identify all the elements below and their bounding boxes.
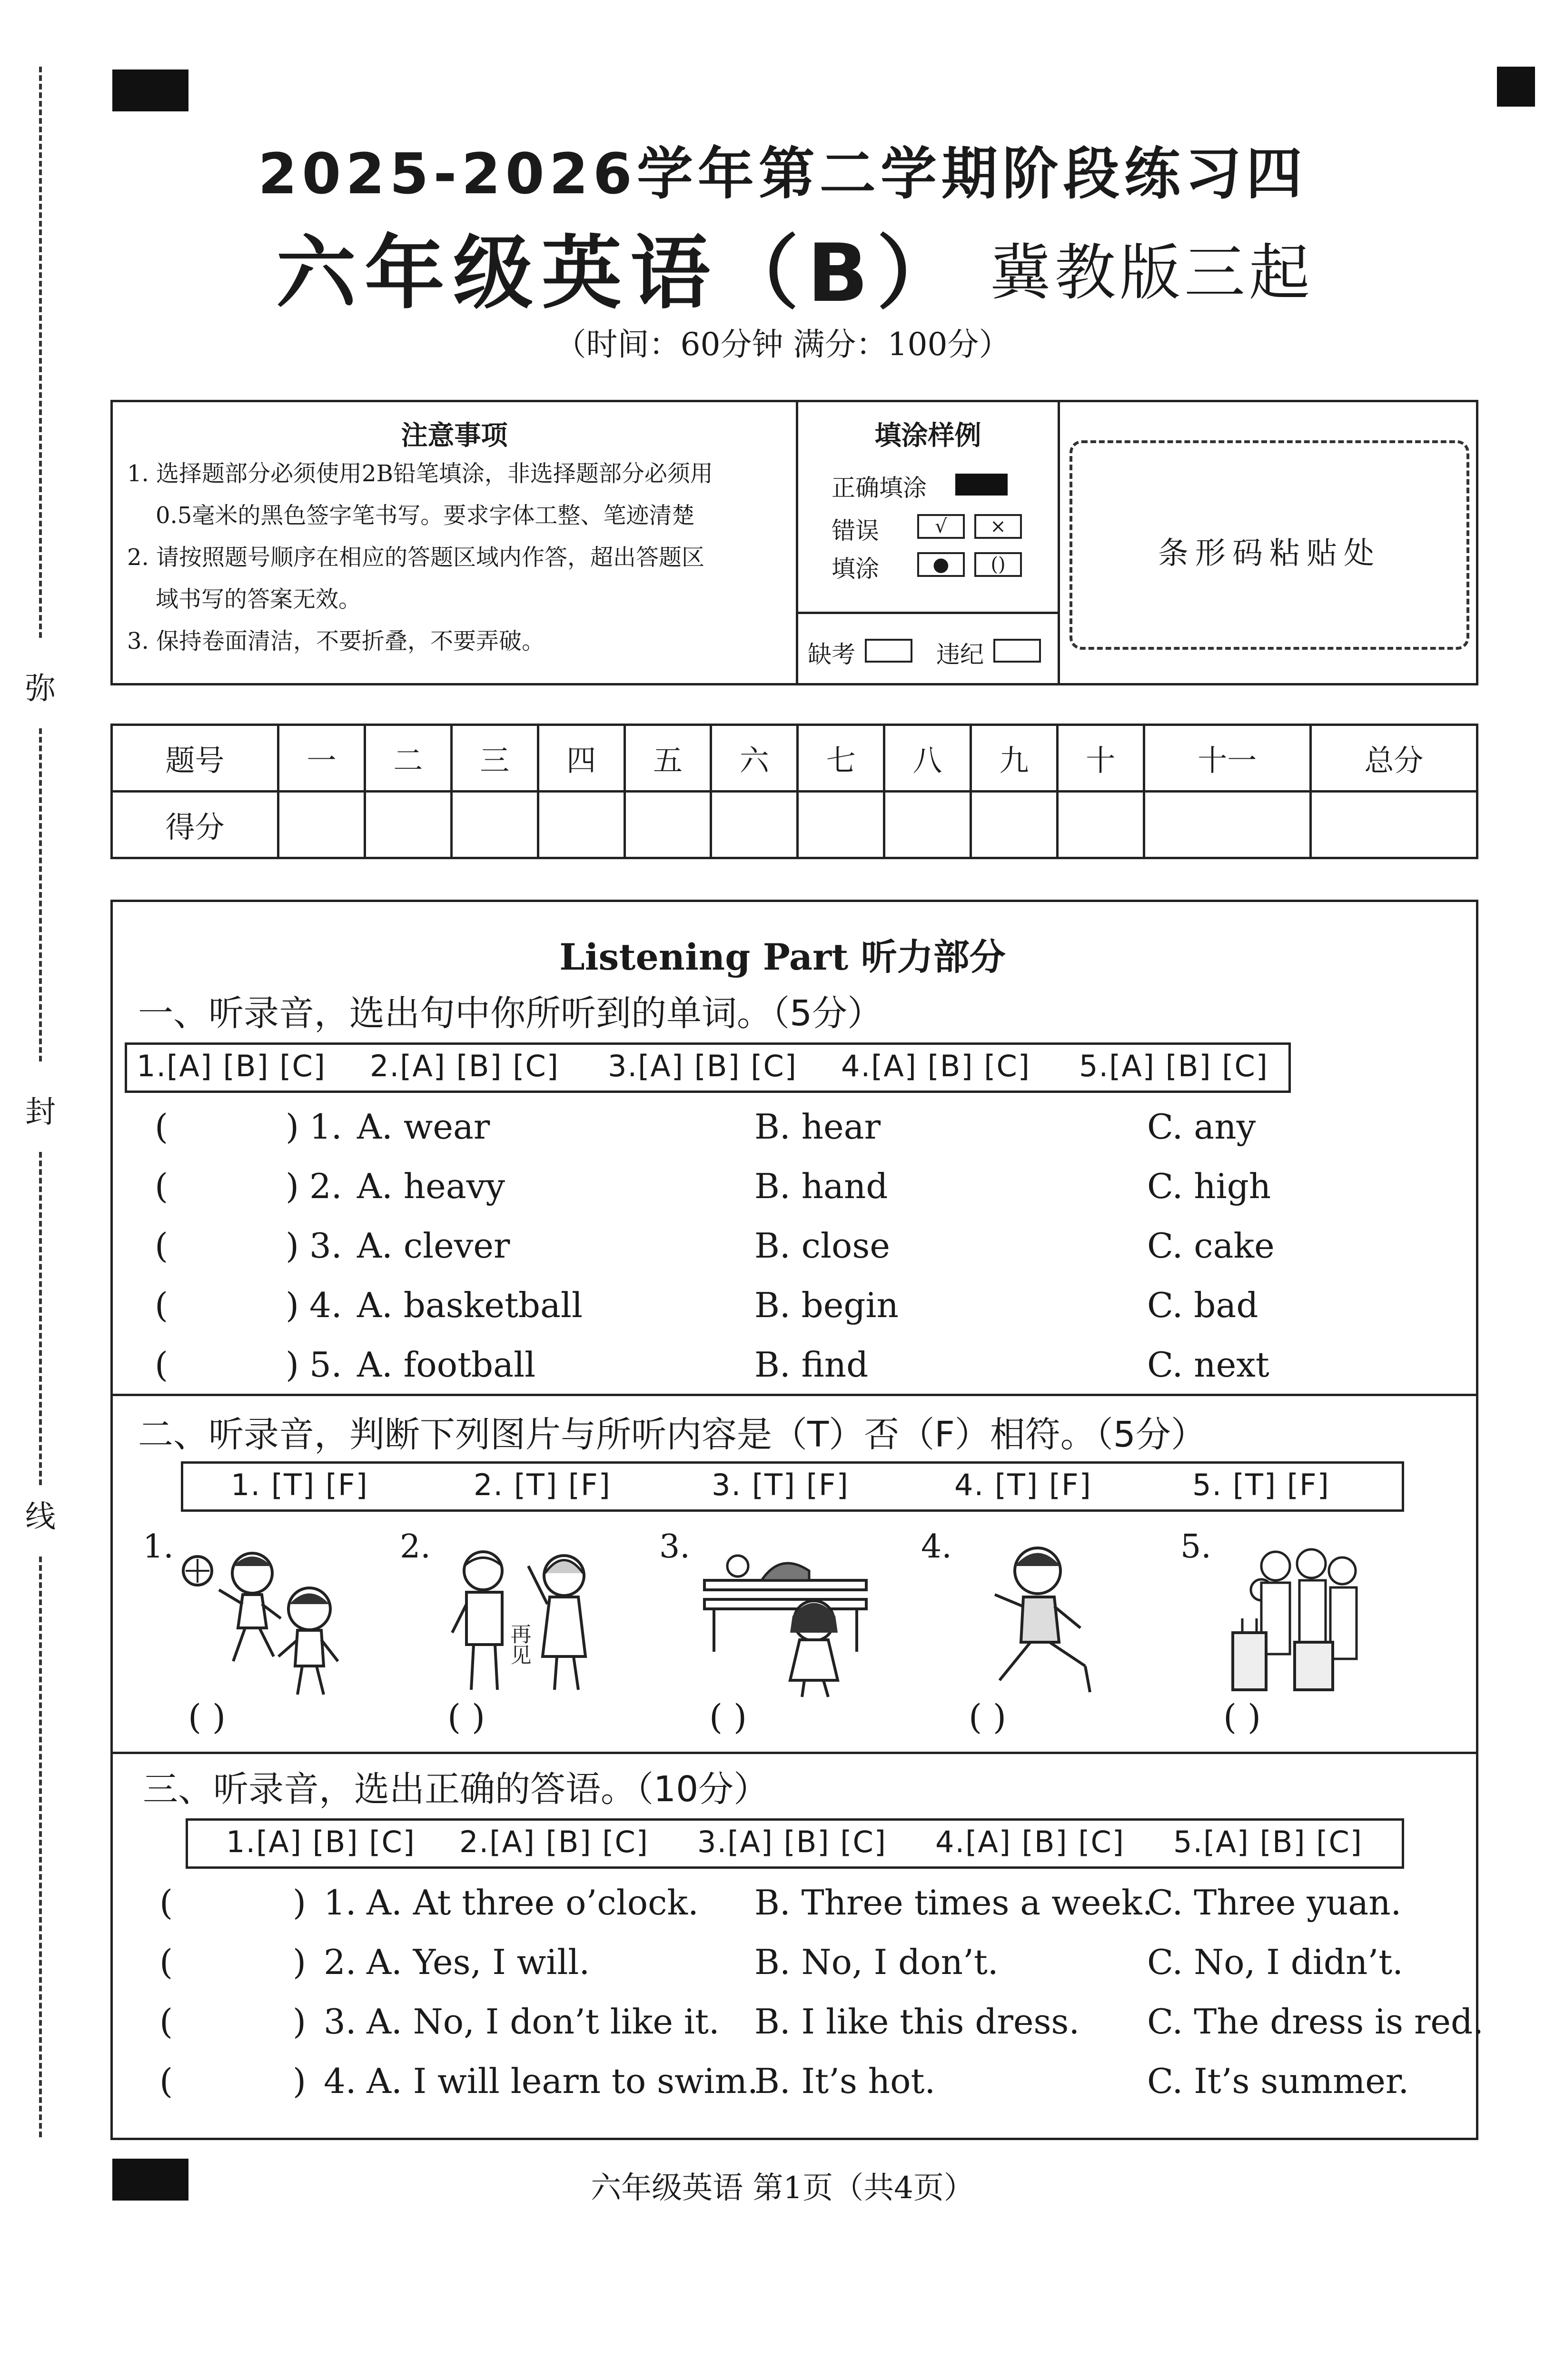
score-cell[interactable]	[971, 792, 1057, 858]
correct-fill-label: 正确填涂	[832, 474, 927, 502]
score-row-label: 得分	[112, 792, 278, 858]
option-b: B. No, I don’t.	[754, 1942, 999, 1982]
binding-line	[39, 1152, 42, 1485]
answer-paren-close: )	[286, 1107, 299, 1147]
question-number: 1.	[309, 1107, 342, 1147]
option-c: C. bad	[1147, 1285, 1258, 1325]
score-header-cell: 八	[884, 725, 971, 792]
question-number: 4.	[324, 2061, 357, 2101]
option-c: C. The dress is red.	[1147, 2002, 1484, 2042]
answer-paren-open[interactable]: (	[159, 1942, 173, 1982]
answer-key-item[interactable]: 2.[A] [B] [C]	[459, 1825, 649, 1859]
answer-key-item[interactable]: 1.[A] [B] [C]	[137, 1049, 326, 1083]
answer-key-item[interactable]: 4.[A] [B] [C]	[935, 1825, 1125, 1859]
note-line: 域书写的答案无效。	[156, 586, 362, 613]
answer-key-item[interactable]: 3.[A] [B] [C]	[608, 1049, 797, 1083]
score-header-cell: 四	[538, 725, 624, 792]
note-line: 1. 选择题部分必须使用2B铅笔填涂，非选择题部分必须用	[127, 460, 713, 487]
answer-paren-open[interactable]: (	[155, 1345, 168, 1385]
registration-mark-top-right	[1497, 67, 1535, 107]
absent-label: 缺考	[808, 641, 855, 668]
info-box	[110, 400, 1478, 685]
score-header-cell: 六	[711, 725, 798, 792]
exam-subject: 六年级英语（B）	[276, 227, 966, 320]
notes-heading: 注意事项	[401, 420, 508, 451]
picture-number: 3.	[659, 1528, 690, 1566]
answer-paren-close: )	[286, 1285, 299, 1325]
registration-mark-top-left	[112, 69, 188, 111]
score-header-cell: 七	[798, 725, 884, 792]
binding-line	[39, 728, 42, 1061]
picture-answer-blank[interactable]: ( )	[447, 1697, 485, 1737]
answer-paren-close: )	[293, 2061, 307, 2101]
binding-char-feng: 封	[25, 1095, 56, 1130]
option-c: C. cake	[1147, 1226, 1275, 1266]
answer-paren-close: )	[286, 1166, 299, 1206]
option-c: C. Three yuan.	[1147, 1883, 1402, 1923]
option-a: A. No, I don’t like it.	[366, 2002, 720, 2042]
picture-number: 4.	[921, 1528, 952, 1566]
score-header-cell: 五	[624, 725, 711, 792]
saying-goodbye-illustration	[438, 1537, 609, 1699]
score-header-cell: 三	[451, 725, 538, 792]
score-cell[interactable]	[711, 792, 798, 858]
option-c: C. No, I didn’t.	[1147, 1942, 1404, 1982]
option-b: B. Three times a week.	[754, 1883, 1153, 1923]
scanner-watermark	[1485, 2378, 1552, 2380]
score-cell[interactable]	[1310, 792, 1477, 858]
score-header-cell: 题号	[112, 725, 278, 792]
absent-violation-row	[798, 612, 1058, 683]
violation-label: 违纪	[936, 641, 984, 668]
binding-line	[39, 1557, 42, 2137]
girl-bench-illustration	[695, 1537, 876, 1699]
answer-key-item[interactable]: 5. [T] [F]	[1192, 1468, 1330, 1502]
goodbye-caption: 再见	[506, 1623, 531, 1665]
fill-sample-panel	[798, 402, 1060, 683]
wrong-fill-cross: ×	[974, 514, 1022, 539]
answer-paren-close: )	[293, 1942, 307, 1982]
option-a: A. basketball	[357, 1285, 583, 1325]
question-number: 5.	[309, 1345, 342, 1385]
score-header-cell: 十一	[1144, 725, 1310, 792]
picture-answer-blank[interactable]: ( )	[969, 1697, 1007, 1737]
wrong-fill-dot: ●	[917, 552, 965, 577]
boy-running-illustration	[966, 1537, 1119, 1699]
section1-title: 一、听录音，选出句中你所听到的单词。（5分）	[138, 993, 883, 1034]
page-footer: 六年级英语 第1页（共4页）	[591, 2171, 974, 2206]
binding-char-xian: 线	[25, 1499, 56, 1535]
score-cell[interactable]	[798, 792, 884, 858]
option-a: A. football	[357, 1345, 536, 1385]
section3-title: 三、听录音，选出正确的答语。（10分）	[143, 1769, 769, 1810]
answer-paren-open[interactable]: (	[159, 2061, 173, 2101]
score-cell[interactable]	[451, 792, 538, 858]
question-number: 3.	[309, 1226, 342, 1266]
score-cell[interactable]	[365, 792, 451, 858]
wrong-fill-label-1: 错误	[832, 517, 879, 545]
answer-paren-open[interactable]: (	[155, 1285, 168, 1325]
score-header-cell: 十	[1057, 725, 1144, 792]
option-b: B. hand	[754, 1166, 888, 1206]
option-a: A. Yes, I will.	[366, 1942, 590, 1982]
barcode-label: 条形码粘贴处	[1158, 536, 1381, 571]
wrong-fill-check: √	[917, 514, 965, 539]
question-number: 1.	[324, 1883, 357, 1923]
binding-char-mi: 弥	[25, 671, 56, 706]
section2-answer-key[interactable]	[181, 1461, 1404, 1512]
wrong-fill-label-2: 填涂	[832, 555, 879, 583]
answer-key-item[interactable]: 1. [T] [F]	[231, 1468, 368, 1502]
option-b: B. close	[754, 1226, 890, 1266]
answer-key-item[interactable]: 1.[A] [B] [C]	[226, 1825, 416, 1859]
football-boys-illustration	[181, 1537, 352, 1699]
wrong-fill-circle: ()	[974, 552, 1022, 577]
answer-key-item[interactable]: 5.[A] [B] [C]	[1079, 1049, 1268, 1083]
violation-checkbox[interactable]	[993, 639, 1041, 663]
score-cell[interactable]	[278, 792, 365, 858]
answer-paren-close: )	[286, 1226, 299, 1266]
section3-answer-key[interactable]	[186, 1818, 1404, 1869]
answer-key-item[interactable]: 5.[A] [B] [C]	[1173, 1825, 1363, 1859]
score-cell[interactable]	[1057, 792, 1144, 858]
option-a: A. heavy	[357, 1166, 505, 1206]
exam-title: 2025-2026学年第二学期阶段练习四	[258, 141, 1307, 207]
answer-key-item[interactable]: 2. [T] [F]	[474, 1468, 611, 1502]
listening-part-title: Listening Part 听力部分	[559, 936, 1006, 978]
section-divider	[110, 1394, 1478, 1396]
score-header-cell: 一	[278, 725, 365, 792]
picture-answer-blank[interactable]: ( )	[709, 1697, 747, 1737]
picture-answer-blank[interactable]: ( )	[188, 1697, 226, 1737]
note-line: 2. 请按照题号顺序在相应的答题区域内作答，超出答题区	[127, 544, 705, 571]
option-a: A. clever	[357, 1226, 510, 1266]
fill-sample-heading: 填涂样例	[874, 420, 981, 451]
score-header-cell: 二	[365, 725, 451, 792]
picture-number: 5.	[1180, 1528, 1211, 1566]
score-table-header-row	[112, 725, 1477, 792]
option-a: A. wear	[357, 1107, 490, 1147]
score-table-score-row	[112, 792, 1477, 858]
answer-key-item[interactable]: 3.[A] [B] [C]	[697, 1825, 887, 1859]
notes-panel	[113, 402, 798, 683]
answer-paren-open[interactable]: (	[159, 1883, 173, 1923]
option-c: C. It’s summer.	[1147, 2061, 1409, 2101]
option-c: C. high	[1147, 1166, 1271, 1206]
option-b: B. begin	[754, 1285, 899, 1325]
option-b: B. find	[754, 1345, 869, 1385]
note-line: 0.5毫米的黑色签字笔书写。要求字体工整、笔迹清楚	[156, 502, 695, 529]
correct-fill-example	[955, 474, 1008, 496]
question-number: 4.	[309, 1285, 342, 1325]
answer-key-item[interactable]: 4. [T] [F]	[954, 1468, 1092, 1502]
note-line: 3. 保持卷面清洁，不要折叠，不要弄破。	[127, 628, 545, 654]
section1-answer-key[interactable]	[125, 1042, 1291, 1093]
answer-paren-close: )	[293, 2002, 307, 2042]
question-number: 2.	[309, 1166, 342, 1206]
answer-paren-open[interactable]: (	[155, 1107, 168, 1147]
score-cell[interactable]	[884, 792, 971, 858]
answer-paren-open[interactable]: (	[155, 1166, 168, 1206]
score-table	[110, 724, 1478, 859]
answer-key-item[interactable]: 4.[A] [B] [C]	[841, 1049, 1030, 1083]
answer-paren-close: )	[286, 1345, 299, 1385]
answer-paren-open[interactable]: (	[155, 1226, 168, 1266]
answer-paren-close: )	[293, 1883, 307, 1923]
answer-key-item[interactable]: 3. [T] [F]	[712, 1468, 849, 1502]
option-a: A. I will learn to swim.	[366, 2061, 758, 2101]
score-cell[interactable]	[538, 792, 624, 858]
picture-number: 2.	[400, 1528, 431, 1566]
score-cell[interactable]	[624, 792, 711, 858]
option-b: B. hear	[754, 1107, 881, 1147]
option-c: C. any	[1147, 1107, 1256, 1147]
score-header-cell: 九	[971, 725, 1057, 792]
option-c: C. next	[1147, 1345, 1269, 1385]
barcode-area	[1070, 440, 1469, 650]
answer-paren-open[interactable]: (	[159, 2002, 173, 2042]
question-number: 2.	[324, 1942, 357, 1982]
option-b: B. It’s hot.	[754, 2061, 936, 2101]
option-b: B. I like this dress.	[754, 2002, 1080, 2042]
question-number: 3.	[324, 2002, 357, 2042]
score-cell[interactable]	[1144, 792, 1310, 858]
exam-time-score: （时间：60分钟 满分：100分）	[555, 326, 1010, 363]
picture-answer-blank[interactable]: ( )	[1223, 1697, 1261, 1737]
absent-checkbox[interactable]	[865, 639, 912, 663]
score-header-cell: 总分	[1310, 725, 1477, 792]
option-a: A. At three o’clock.	[366, 1883, 699, 1923]
section2-title: 二、听录音，判断下列图片与所听内容是（T）否（F）相符。（5分）	[138, 1414, 1206, 1455]
picture-number: 1.	[143, 1528, 174, 1566]
answer-key-item[interactable]: 2.[A] [B] [C]	[370, 1049, 559, 1083]
family-luggage-illustration	[1223, 1537, 1376, 1699]
section-divider	[110, 1752, 1478, 1754]
exam-edition: 冀教版三起	[990, 238, 1314, 308]
